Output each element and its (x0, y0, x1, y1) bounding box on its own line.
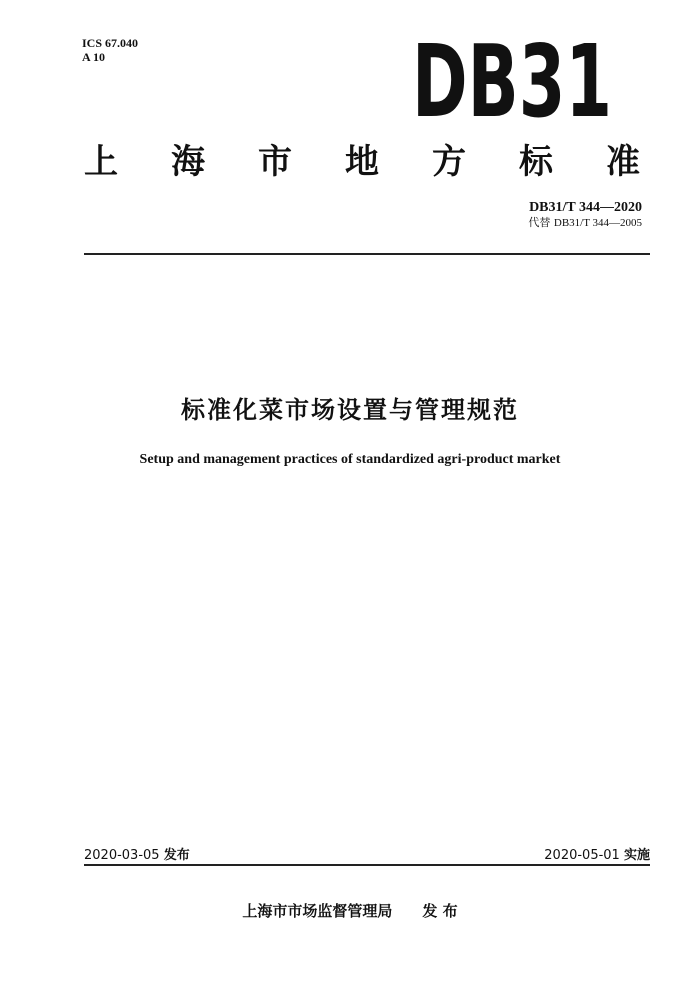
standard-type-char: 市 (258, 142, 292, 182)
replaces-standard (528, 216, 642, 230)
standard-type-char: 标 (519, 142, 553, 182)
ccs-code: A 10 (82, 50, 106, 64)
publisher-name: 上海市市场监督管理局 (242, 902, 393, 920)
top-divider (84, 253, 650, 255)
standard-type-char: 海 (171, 142, 205, 182)
standard-type-char: 地 (345, 142, 379, 182)
classification-codes (82, 36, 138, 64)
replaces-label: 代替 (528, 216, 554, 229)
implementation-date-label: 实施 (623, 848, 650, 863)
standard-number-year: 2020 (614, 200, 642, 215)
standard-number-prefix: DB31/T 344 (529, 200, 600, 215)
issue-date-value: 2020-03-05 (84, 848, 160, 863)
issue-date (84, 844, 190, 863)
ics-code: ICS 67.040 (82, 36, 139, 50)
replaces-code: DB31/T 344—2005 (553, 217, 642, 229)
standard-number-dash: — (600, 198, 614, 214)
implementation-date (544, 844, 650, 863)
publisher-action: 发 布 (422, 902, 458, 920)
db31-logo (412, 23, 612, 140)
bottom-divider (84, 864, 650, 866)
standard-type-char: 准 (606, 142, 640, 182)
publisher-line (0, 900, 700, 921)
standard-number (528, 198, 642, 216)
standard-type-heading (84, 142, 640, 182)
standard-type-char: 方 (432, 142, 466, 182)
document-title-english: Setup and management practices of standardized agri-product market (139, 452, 561, 467)
implementation-date-value: 2020-05-01 (544, 848, 620, 863)
document-title-chinese: 标准化菜市场设置与管理规范 (181, 396, 519, 424)
standard-type-char: 上 (84, 142, 118, 182)
db31-logo-text: DB31 (412, 23, 612, 140)
standard-number-block (528, 198, 642, 230)
issue-date-label: 发布 (163, 848, 190, 863)
